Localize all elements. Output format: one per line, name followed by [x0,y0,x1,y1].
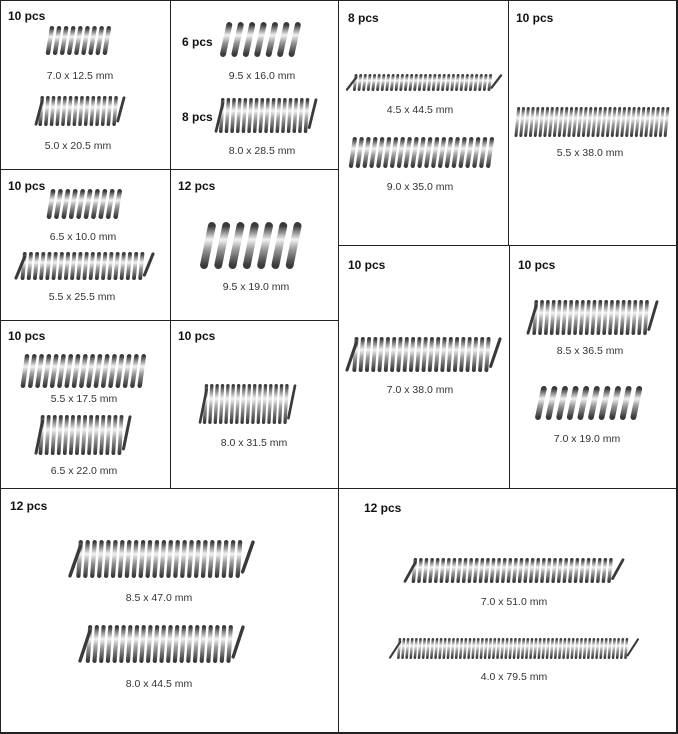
spring-image [347,73,501,92]
spring-size-label: 8.5 x 47.0 mm [125,592,193,604]
spring-image [80,624,243,664]
grid-divider [508,0,509,245]
quantity-label: 10 pcs [8,329,46,343]
spring-size-label: 5.5 x 38.0 mm [556,147,624,159]
spring-image [216,97,316,134]
spring-image [347,336,500,373]
spring-size-label: 7.0 x 12.5 mm [46,70,114,82]
grid-divider [0,169,339,170]
spring-image [36,414,130,456]
quantity-label: 10 pcs [8,179,46,193]
spring-size-label: 9.0 x 35.0 mm [386,181,454,193]
quantity-label: 10 pcs [348,258,386,272]
grid-border-left [0,0,1,734]
spring-size-label: 7.0 x 19.0 mm [553,433,621,445]
grid-border-top [0,0,678,1]
spring-image [223,21,303,58]
spring-image [516,106,670,138]
spring-image [351,136,495,169]
spring-image [390,637,638,660]
spring-size-label: 4.5 x 44.5 mm [386,104,454,116]
quantity-label: 12 pcs [364,501,402,515]
grid-divider [338,0,339,734]
quantity-label: 6 pcs [182,35,213,49]
spring-size-label: 6.5 x 22.0 mm [50,465,118,477]
spring-size-label: 6.5 x 10.0 mm [49,231,117,243]
quantity-label: 10 pcs [518,258,556,272]
quantity-label: 12 pcs [10,499,48,513]
spring-image [70,539,253,579]
quantity-label: 10 pcs [178,329,216,343]
spring-size-label: 5.5 x 25.5 mm [48,291,116,303]
spring-size-label: 9.5 x 19.0 mm [222,281,290,293]
spring-size-label: 8.0 x 31.5 mm [220,437,288,449]
spring-size-label: 8.0 x 28.5 mm [228,145,296,157]
quantity-label: 12 pcs [178,179,216,193]
spring-image [36,95,124,127]
spring-image [538,385,644,421]
spring-image [49,188,123,220]
spring-image [23,353,147,389]
spring-size-label: 7.0 x 51.0 mm [480,596,548,608]
spring-image [528,299,657,336]
quantity-label: 8 pcs [182,110,213,124]
spring-image [204,221,304,270]
quantity-label: 10 pcs [8,9,46,23]
spring-size-label: 5.0 x 20.5 mm [44,140,112,152]
spring-size-label: 8.0 x 44.5 mm [125,678,193,690]
grid-divider [0,488,678,489]
quantity-label: 8 pcs [348,11,379,25]
grid-divider [509,245,510,488]
quantity-label: 10 pcs [516,11,554,25]
grid-divider [170,0,171,488]
spring-size-label: 4.0 x 79.5 mm [480,671,548,683]
spring-image [200,383,295,425]
grid-divider [339,245,678,246]
spring-image [405,557,623,584]
spring-image [16,251,153,281]
grid-divider [0,320,339,321]
spring-size-label: 7.0 x 38.0 mm [386,384,454,396]
spring-size-label: 5.5 x 17.5 mm [50,393,118,405]
spring-size-label: 9.5 x 16.0 mm [228,70,296,82]
spring-image [48,25,112,56]
spring-size-label: 8.5 x 36.5 mm [556,345,624,357]
